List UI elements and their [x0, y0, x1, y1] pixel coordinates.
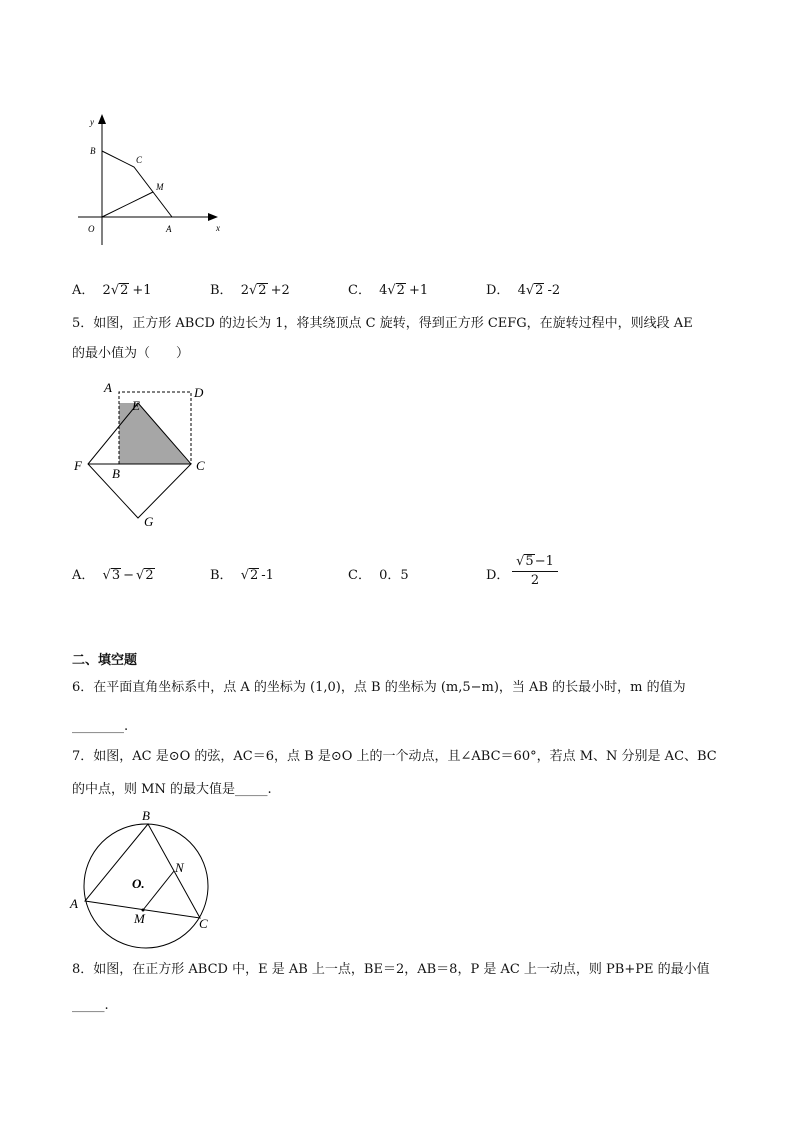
q5-figure — [70, 378, 220, 533]
label-D: D — [194, 385, 204, 400]
option-letter: B． — [210, 283, 233, 298]
sqrt-sign: √ — [387, 283, 396, 298]
option-tail: -2 — [547, 283, 561, 298]
option-coef: 4 — [517, 283, 526, 298]
label-F: F — [74, 458, 82, 473]
sqrt-sign: √ — [516, 554, 525, 569]
y-axis-arrow — [98, 114, 106, 124]
label-A: A — [70, 896, 78, 911]
q6-answer-blank[interactable]: ________. — [72, 719, 129, 734]
q6-text-line1: 6．在平面直角坐标系中，点 A 的坐标为 (1,0)，点 B 的坐标为 (m,5−m)，当 AB 的长最小时，m 的值为 — [72, 680, 686, 695]
option-tail: +1 — [132, 283, 152, 298]
option-value: 0．5 — [379, 568, 409, 583]
option-coef: 2 — [240, 283, 249, 298]
q5-text-line1: 5．如图，正方形 ABCD 的边长为 1，将其绕顶点 C 旋转，得到正方形 CEFG，在旋转过程中，则线段 AE — [72, 316, 693, 331]
shaded-triangle — [119, 403, 190, 464]
sqrt-sign: √ — [102, 568, 111, 583]
option-letter: D． — [486, 568, 510, 583]
option-tail: +1 — [408, 283, 429, 298]
label-N: N — [175, 860, 184, 875]
segment-MN — [143, 871, 174, 910]
label-A: A — [104, 380, 112, 395]
fraction-numerator — [512, 554, 558, 572]
q5-option-c[interactable] — [348, 564, 409, 583]
fraction-denominator: 2 — [530, 573, 540, 588]
sqrt-sign: √ — [136, 568, 145, 583]
section-title: 二、填空题 — [72, 653, 138, 668]
option-letter: A． — [72, 283, 95, 298]
option-letter: C． — [348, 568, 371, 583]
q7-figure — [66, 804, 226, 949]
numerator-tail: −1 — [534, 554, 554, 569]
q5-text-line2: 的最小值为（ ） — [72, 346, 190, 361]
option-tail: -1 — [261, 568, 274, 583]
sqrt-sign: √ — [525, 283, 535, 298]
sqrt-radicand: 2 — [250, 568, 259, 583]
option-letter: B． — [210, 568, 233, 583]
label-B: B — [90, 146, 96, 156]
label-C: C — [196, 458, 205, 473]
q5-option-b[interactable] — [210, 564, 274, 583]
q5-option-a[interactable] — [72, 564, 155, 583]
option-letter: C． — [348, 283, 371, 298]
label-A: A — [166, 224, 172, 234]
q4-figure — [70, 110, 240, 250]
q4-option-c[interactable] — [348, 279, 428, 298]
sqrt-radicand: 2 — [120, 283, 129, 298]
label-C: C — [199, 916, 208, 931]
label-C: C — [136, 155, 143, 165]
circle-O — [84, 824, 208, 948]
segment-OM — [102, 192, 153, 217]
option-letter: A． — [72, 568, 95, 583]
sqrt-sign: √ — [110, 283, 120, 298]
q4-option-d[interactable] — [486, 279, 560, 298]
label-M: M — [134, 911, 145, 926]
q5-option-d[interactable] — [486, 564, 509, 583]
option-letter: D． — [486, 283, 510, 298]
q8-answer-blank[interactable]: _____. — [72, 998, 109, 1013]
option-tail: +2 — [270, 283, 290, 298]
x-axis-arrow — [208, 213, 218, 221]
sqrt-radicand: 3 — [111, 568, 121, 583]
sqrt-radicand: 2 — [396, 283, 405, 298]
q7-text-line2: 的中点，则 MN 的最大值是_____. — [72, 782, 272, 797]
label-M: M — [156, 182, 164, 192]
label-O: O. — [132, 876, 145, 891]
label-O: O — [88, 224, 95, 234]
sqrt-radicand: 2 — [535, 283, 544, 298]
label-y: y — [90, 117, 94, 127]
option-coef: 2 — [102, 283, 111, 298]
label-B: B — [112, 466, 120, 481]
sqrt-radicand: 5 — [525, 554, 534, 569]
q8-text-line1: 8．如图，在正方形 ABCD 中，E 是 AB 上一点，BE＝2，AB＝8，P 是 AC 上一动点，则 PB+PE 的最小值 — [72, 962, 710, 977]
sqrt-sign: √ — [248, 283, 258, 298]
q4-option-a[interactable] — [72, 279, 152, 298]
q4-option-b[interactable] — [210, 279, 290, 298]
label-x: x — [216, 223, 220, 233]
q7-text-line1: 7．如图，AC 是⊙O 的弦，AC＝6，点 B 是⊙O 上的一个动点，且∠ABC＝60°，若点 M、N 分别是 AC、BC — [72, 749, 717, 764]
option-minus: − — [123, 568, 135, 583]
sqrt-sign: √ — [240, 568, 249, 583]
label-E: E — [132, 398, 140, 413]
option-coef: 4 — [379, 283, 388, 298]
label-B: B — [142, 808, 150, 823]
sqrt-radicand: 2 — [145, 568, 154, 583]
sqrt-radicand: 2 — [258, 283, 267, 298]
q5-option-d-fraction — [512, 554, 558, 590]
label-G: G — [144, 514, 154, 529]
